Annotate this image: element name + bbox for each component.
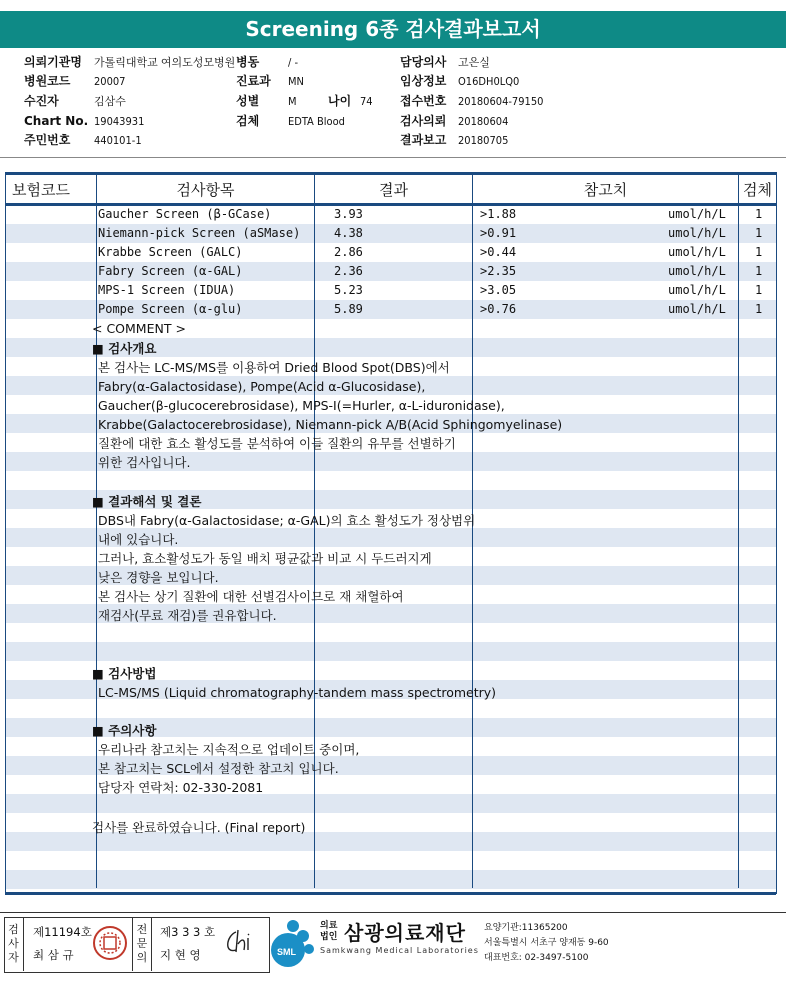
info-value: 가톨릭대학교 여의도성모병원 (94, 56, 236, 69)
table-row-reference: >2.35 (480, 264, 517, 278)
info-label: 주민번호 (24, 133, 71, 147)
table-row-unit: umol/h/L (668, 302, 726, 316)
table-top-rule (5, 172, 776, 175)
table-row-reference: >1.88 (480, 207, 517, 221)
info-label: 검사의뢰 (400, 114, 447, 128)
method-line: LC-MS/MS (Liquid chromatography-tandem mass spectrometry) (98, 685, 497, 700)
caution-line: 담당자 연락처: 02-330-2081 (98, 780, 264, 795)
info-value: 20007 (94, 75, 126, 88)
result-line: DBS내 Fabry(α-Galactosidase; α-GAL)의 효소 활성도가 정상범위 (98, 513, 476, 528)
section-title-overview: ■ 검사개요 (92, 341, 157, 356)
table-row-unit: umol/h/L (668, 226, 726, 240)
org-phone: 대표번호: 02-3497-5100 (484, 953, 589, 963)
info-label: 나이 (328, 94, 352, 108)
table-row-specimen: 1 (755, 302, 763, 316)
section-title-method: ■ 검사방법 (92, 666, 157, 681)
table-row-result: 3.93 (334, 207, 363, 221)
info-value: O16DH0LQ0 (458, 75, 520, 88)
info-label: 성별 (236, 94, 260, 108)
table-row-reference: >0.76 (480, 302, 517, 316)
table-row-item: MPS-1 Screen (IDUA) (98, 283, 236, 297)
info-label: 의뢰기관명 (24, 55, 82, 69)
header-insurance-code: 보험코드 (12, 181, 70, 199)
column-divider (96, 172, 97, 888)
info-value: MN (288, 75, 304, 88)
table-row-item: Krabbe Screen (GALC) (98, 245, 243, 259)
info-doctor (400, 53, 490, 71)
result-line: 낮은 경향을 보입니다. (98, 570, 219, 585)
org-english-name: Samkwang Medical Laboratories (320, 946, 479, 955)
info-patient (24, 92, 126, 110)
header-result: 결과 (379, 181, 408, 199)
report-title: Screening 6종 검사결과보고서 (0, 11, 786, 48)
table-row-result: 2.36 (334, 264, 363, 278)
info-value: 20180604-79150 (458, 95, 544, 108)
sml-logo-text: SML (277, 947, 296, 957)
table-row-item: Niemann-pick Screen (aSMase) (98, 226, 301, 240)
table-row-item: Gaucher Screen (β-GCase) (98, 207, 272, 221)
info-value: 20180705 (458, 134, 509, 147)
comment-header: < COMMENT > (92, 321, 186, 336)
info-label: 검체 (236, 114, 260, 128)
info-label: 접수번호 (400, 94, 447, 108)
info-resident-no (24, 131, 142, 149)
info-label: Chart No. (24, 114, 89, 128)
info-report-date (400, 131, 508, 149)
caution-line: 우리나라 참고치는 지속적으로 업데이트 중이며, (98, 742, 360, 757)
table-row-reference: >3.05 (480, 283, 517, 297)
overview-line: 위한 검사입니다. (98, 455, 191, 470)
divider (0, 157, 786, 158)
info-chart-no (24, 112, 144, 130)
info-value: 고은실 (458, 56, 490, 69)
table-row-result: 5.89 (334, 302, 363, 316)
sml-logo-icon (270, 918, 316, 970)
info-request-date (400, 112, 508, 130)
info-value: 20180604 (458, 115, 509, 128)
header-test-item: 검사항목 (176, 181, 235, 199)
final-report-note: 검사를 완료하였습니다. (Final report) (92, 820, 306, 835)
table-row-unit: umol/h/L (668, 207, 726, 221)
specialist-name: 지 현 영 (160, 948, 201, 962)
info-value: EDTA Blood (288, 115, 345, 128)
info-receipt-no (400, 92, 543, 110)
header-specimen: 검체 (743, 181, 772, 199)
info-value: 440101-1 (94, 134, 142, 147)
info-age (328, 92, 373, 110)
table-border-left (5, 172, 6, 894)
info-label: 결과보고 (400, 133, 447, 147)
info-value: / - (288, 56, 299, 69)
info-label: 수진자 (24, 94, 59, 108)
org-name: 삼광의료재단 (344, 921, 466, 945)
info-label: 병원코드 (24, 74, 71, 88)
info-specimen (236, 112, 345, 130)
table-row-specimen: 1 (755, 264, 763, 278)
result-line: 재검사(무료 재검)를 권유합니다. (98, 608, 277, 623)
org-prefix: 의료법인 (320, 921, 338, 942)
table-row-item: Pompe Screen (α-glu) (98, 302, 243, 316)
info-label: 진료과 (236, 74, 271, 88)
table-bottom-rule (5, 892, 776, 895)
info-ward (236, 53, 298, 71)
specialist-license: 제3 3 3 호 (160, 925, 216, 939)
tester-name: 최 삼 규 (33, 948, 74, 962)
info-label: 담당의사 (400, 55, 447, 69)
column-divider (314, 172, 315, 888)
result-line: 그러나, 효소활성도가 동일 배치 평균값과 비교 시 두드러지게 (98, 551, 432, 566)
table-row-result: 5.23 (334, 283, 363, 297)
table-stripe (6, 870, 776, 889)
info-hospital-code (24, 72, 125, 90)
table-row-unit: umol/h/L (668, 283, 726, 297)
specialist-label-text: 전문의 (136, 923, 148, 964)
overview-line: Gaucher(β-glucocerebrosidase), MPS-I(=Hurler, α-L-iduronidase), (98, 398, 505, 413)
org-code: 요양기관:11365200 (484, 923, 568, 933)
info-value: 19043931 (94, 115, 145, 128)
table-row-unit: umol/h/L (668, 264, 726, 278)
info-sex (236, 92, 297, 110)
info-hospital (24, 53, 235, 71)
info-label: 임상정보 (400, 74, 447, 88)
signature-icon (222, 926, 262, 958)
table-row-reference: >0.44 (480, 245, 517, 259)
table-border-right (776, 172, 777, 894)
info-label: 병동 (236, 55, 260, 69)
info-department (236, 72, 304, 90)
table-row-specimen: 1 (755, 245, 763, 259)
result-line: 내에 있습니다. (98, 532, 179, 547)
tester-label-text: 검사자 (8, 923, 19, 964)
tester-label (4, 917, 24, 971)
info-value: 김삼수 (94, 95, 126, 108)
info-clinical (400, 72, 519, 90)
info-value: 74 (360, 95, 373, 108)
org-address: 서울특별시 서초구 양재동 9-60 (484, 938, 609, 948)
tester-license: 제11194호 (33, 925, 92, 939)
table-row-item: Fabry Screen (α-GAL) (98, 264, 243, 278)
table-row-reference: >0.91 (480, 226, 517, 240)
header-reference: 참고치 (583, 181, 628, 199)
info-value: M (288, 95, 297, 108)
table-row-specimen: 1 (755, 207, 763, 221)
overview-line: 질환에 대한 효소 활성도를 분석하여 이들 질환의 유무를 선별하기 (98, 436, 456, 451)
column-divider (738, 172, 739, 888)
overview-line: Fabry(α-Galactosidase), Pompe(Acid α-Glucosidase), (98, 379, 426, 394)
table-row-result: 4.38 (334, 226, 363, 240)
table-row-result: 2.86 (334, 245, 363, 259)
table-stripe (6, 642, 776, 661)
overview-line: Krabbe(Galactocerebrosidase), Niemann-pick A/B(Acid Sphingomyelinase) (98, 417, 563, 432)
caution-line: 본 참고치는 SCL에서 설정한 참고치 입니다. (98, 761, 339, 776)
seal-stamp (92, 925, 128, 961)
result-line: 본 검사는 상기 질환에 대한 선별검사이므로 재 채혈하여 (98, 589, 404, 604)
footer-divider (0, 912, 786, 913)
table-row-specimen: 1 (755, 226, 763, 240)
section-title-result: ■ 결과해석 및 결론 (92, 494, 202, 509)
table-row-unit: umol/h/L (668, 245, 726, 259)
column-divider (472, 172, 473, 888)
specialist-label (132, 917, 152, 971)
table-row-specimen: 1 (755, 283, 763, 297)
section-title-caution: ■ 주의사항 (92, 723, 157, 738)
overview-line: 본 검사는 LC-MS/MS를 이용하여 Dried Blood Spot(DBS)에서 (98, 360, 450, 375)
